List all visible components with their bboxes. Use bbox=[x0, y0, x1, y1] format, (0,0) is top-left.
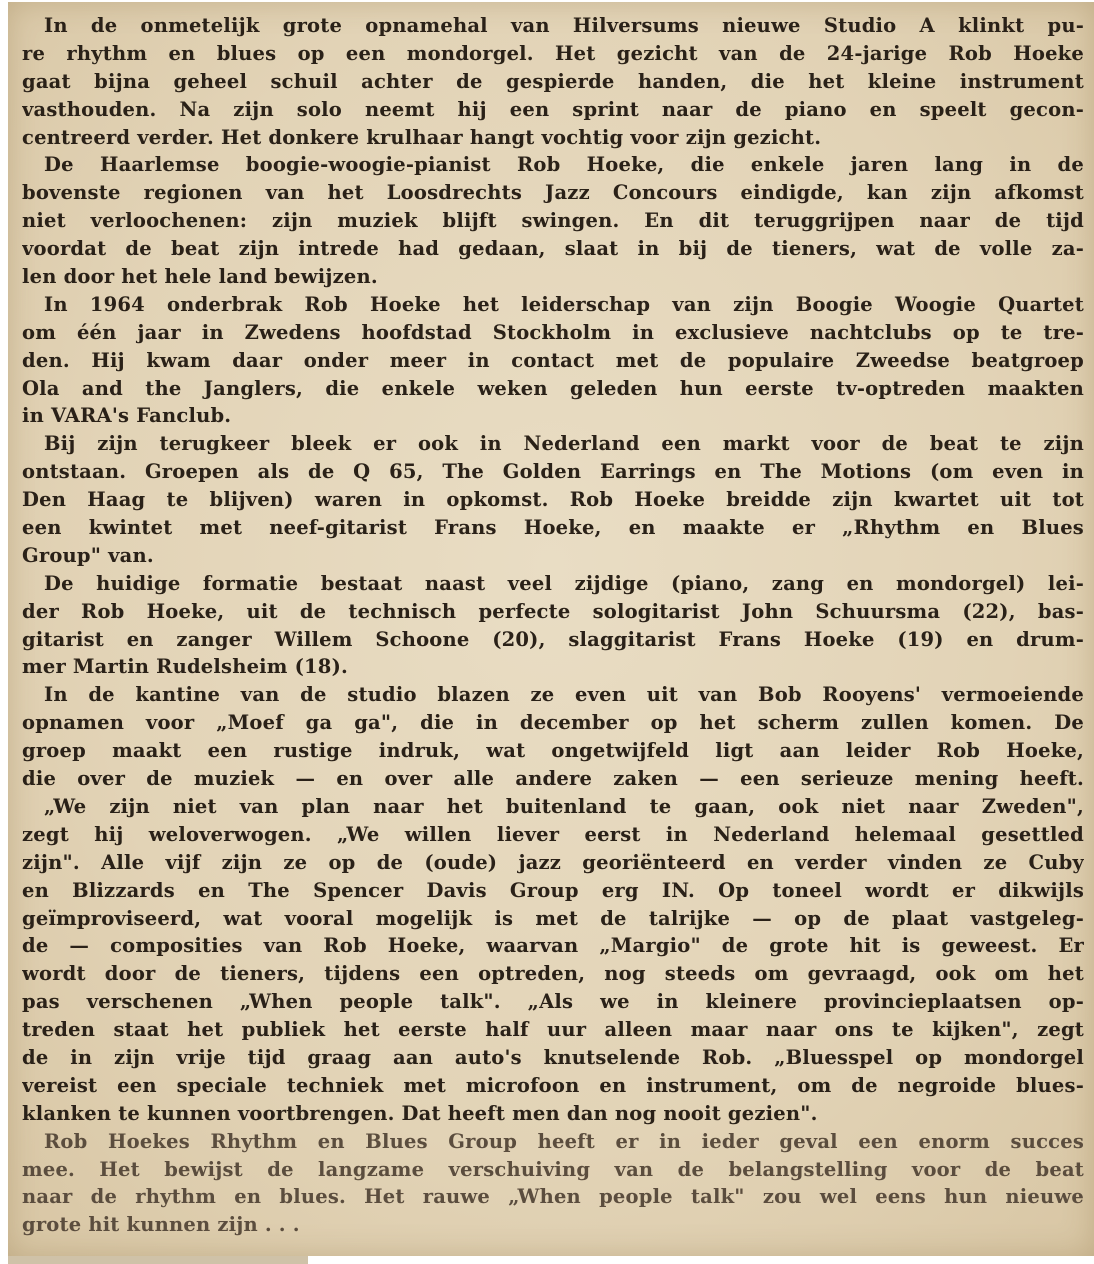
article-line: Bij zijn terugkeer bleek er ook in Nederland een markt voor de beat te zijn bbox=[44, 432, 1084, 456]
article-line: geïmproviseerd, wat vooral mogelijk is met de talrijke — op de plaat vastgeleg- bbox=[22, 906, 1084, 930]
article-line: den. Hij kwam daar onder meer in contact met de populaire Zweedse beatgroep bbox=[22, 348, 1084, 372]
paragraph-4 bbox=[22, 430, 1084, 569]
article-line: in VARA's Fanclub. bbox=[22, 404, 232, 428]
article-line: mer Martin Rudelsheim (18). bbox=[22, 655, 348, 679]
article-line: centreerd verder. Het donkere krulhaar hangt vochtig voor zijn gezicht. bbox=[22, 125, 822, 149]
paragraph-5 bbox=[22, 570, 1084, 682]
article-line: vereist een speciale techniek met microfoon en instrument, om de negroide blues- bbox=[22, 1073, 1084, 1097]
article-line: mee. Het bewijst de langzame verschuiving van de belangstelling voor de beat bbox=[22, 1157, 1084, 1181]
clipping-bottom-edge bbox=[8, 1256, 308, 1264]
article-line: om één jaar in Zwedens hoofdstad Stockholm in exclusieve nachtclubs op te tre- bbox=[22, 320, 1084, 344]
article-line: „We zijn niet van plan naar het buitenland te gaan, ook niet naar Zweden", bbox=[44, 794, 1084, 818]
article-line: In de onmetelijk grote opnamehal van Hilversums nieuwe Studio A klinkt pu- bbox=[44, 14, 1084, 37]
article-line: de — composities van Rob Hoeke, waarvan „Margio" de grote hit is geweest. Er bbox=[22, 934, 1084, 958]
article-line: niet verloochenen: zijn muziek blijft swingen. En dit teruggrijpen naar de tijd bbox=[22, 209, 1084, 233]
article-line: len door het hele land bewijzen. bbox=[22, 265, 378, 289]
paragraph-7 bbox=[22, 1128, 1084, 1240]
article-line: re rhythm en blues op een mondorgel. Het gezicht van de 24-jarige Rob Hoeke bbox=[22, 41, 1084, 65]
article-line: zegt hij weloverwogen. „We willen liever eerst in Nederland helemaal gesettled bbox=[22, 822, 1084, 846]
article-line: De huidige formatie bestaat naast veel zijdige (piano, zang en mondorgel) lei- bbox=[44, 571, 1084, 595]
article-line: Den Haag te blijven) waren in opkomst. Rob Hoeke breidde zijn kwartet uit tot bbox=[22, 488, 1084, 512]
article-line: gitarist en zanger Willem Schoone (20), slaggitarist Frans Hoeke (19) en drum- bbox=[22, 627, 1084, 651]
article-line: grote hit kunnen zijn . . . bbox=[22, 1213, 300, 1237]
article-line: treden staat het publiek het eerste half uur alleen maar naar ons te kijken", zegt bbox=[22, 1018, 1084, 1042]
article-line: een kwintet met neef-gitarist Frans Hoeke, en maakte er „Rhythm en Blues bbox=[22, 516, 1084, 540]
paragraph-2 bbox=[22, 151, 1084, 290]
article-line: bovenste regionen van het Loosdrechts Jazz Concours eindigde, kan zijn afkomst bbox=[22, 181, 1084, 205]
paragraph-6 bbox=[22, 681, 1084, 1127]
article-line: klanken te kunnen voortbrengen. Dat heeft men dan nog nooit gezien". bbox=[22, 1101, 818, 1125]
paragraph-1 bbox=[22, 12, 1084, 151]
article-line: Rob Hoekes Rhythm en Blues Group heeft er in ieder geval een enorm succes bbox=[44, 1129, 1084, 1153]
article-line: die over de muziek — en over alle andere zaken — een serieuze mening heeft. bbox=[22, 767, 1084, 791]
article-line: In de kantine van de studio blazen ze even uit van Bob Rooyens' vermoeiende bbox=[44, 683, 1084, 707]
newspaper-clipping bbox=[8, 2, 1094, 1256]
article-line: pas verschenen „When people talk". „Als we in kleinere provincieplaatsen op- bbox=[22, 990, 1084, 1014]
article-line: der Rob Hoeke, uit de technisch perfecte sologitarist John Schuursma (22), bas- bbox=[22, 599, 1084, 623]
article-line: De Haarlemse boogie-woogie-pianist Rob Hoeke, die enkele jaren lang in de bbox=[44, 153, 1084, 177]
article-line: zijn". Alle vijf zijn ze op de (oude) jazz georiënteerd en verder vinden ze Cuby bbox=[22, 850, 1084, 874]
article-line: naar de rhythm en blues. Het rauwe „When people talk" zou wel eens hun nieuwe bbox=[22, 1185, 1084, 1209]
article-line: ontstaan. Groepen als de Q 65, The Golden Earrings en The Motions (om even in bbox=[22, 460, 1084, 484]
article-column bbox=[22, 12, 1084, 1239]
article-line: de in zijn vrije tijd graag aan auto's knutselende Rob. „Bluesspel op mondorgel bbox=[22, 1045, 1084, 1069]
article-line: vasthouden. Na zijn solo neemt hij een sprint naar de piano en speelt gecon- bbox=[22, 97, 1084, 121]
article-line: voordat de beat zijn intrede had gedaan, slaat in bij de tieners, wat de volle za- bbox=[22, 237, 1084, 261]
article-line: opnamen voor „Moef ga ga", die in december op het scherm zullen komen. De bbox=[22, 711, 1084, 735]
article-line: gaat bijna geheel schuil achter de gespierde handen, die het kleine instrument bbox=[22, 69, 1084, 93]
article-line: In 1964 onderbrak Rob Hoeke het leiderschap van zijn Boogie Woogie Quartet bbox=[44, 292, 1084, 316]
paragraph-3 bbox=[22, 291, 1084, 430]
article-line: groep maakt een rustige indruk, wat ongetwijfeld ligt aan leider Rob Hoeke, bbox=[22, 739, 1084, 763]
article-line: Group" van. bbox=[22, 543, 154, 567]
article-line: en Blizzards en The Spencer Davis Group erg IN. Op toneel wordt er dikwijls bbox=[22, 878, 1084, 902]
article-line: wordt door de tieners, tijdens een optreden, nog steeds om gevraagd, ook om het bbox=[22, 962, 1084, 986]
article-line: Ola and the Janglers, die enkele weken geleden hun eerste tv-optreden maakten bbox=[22, 376, 1084, 400]
